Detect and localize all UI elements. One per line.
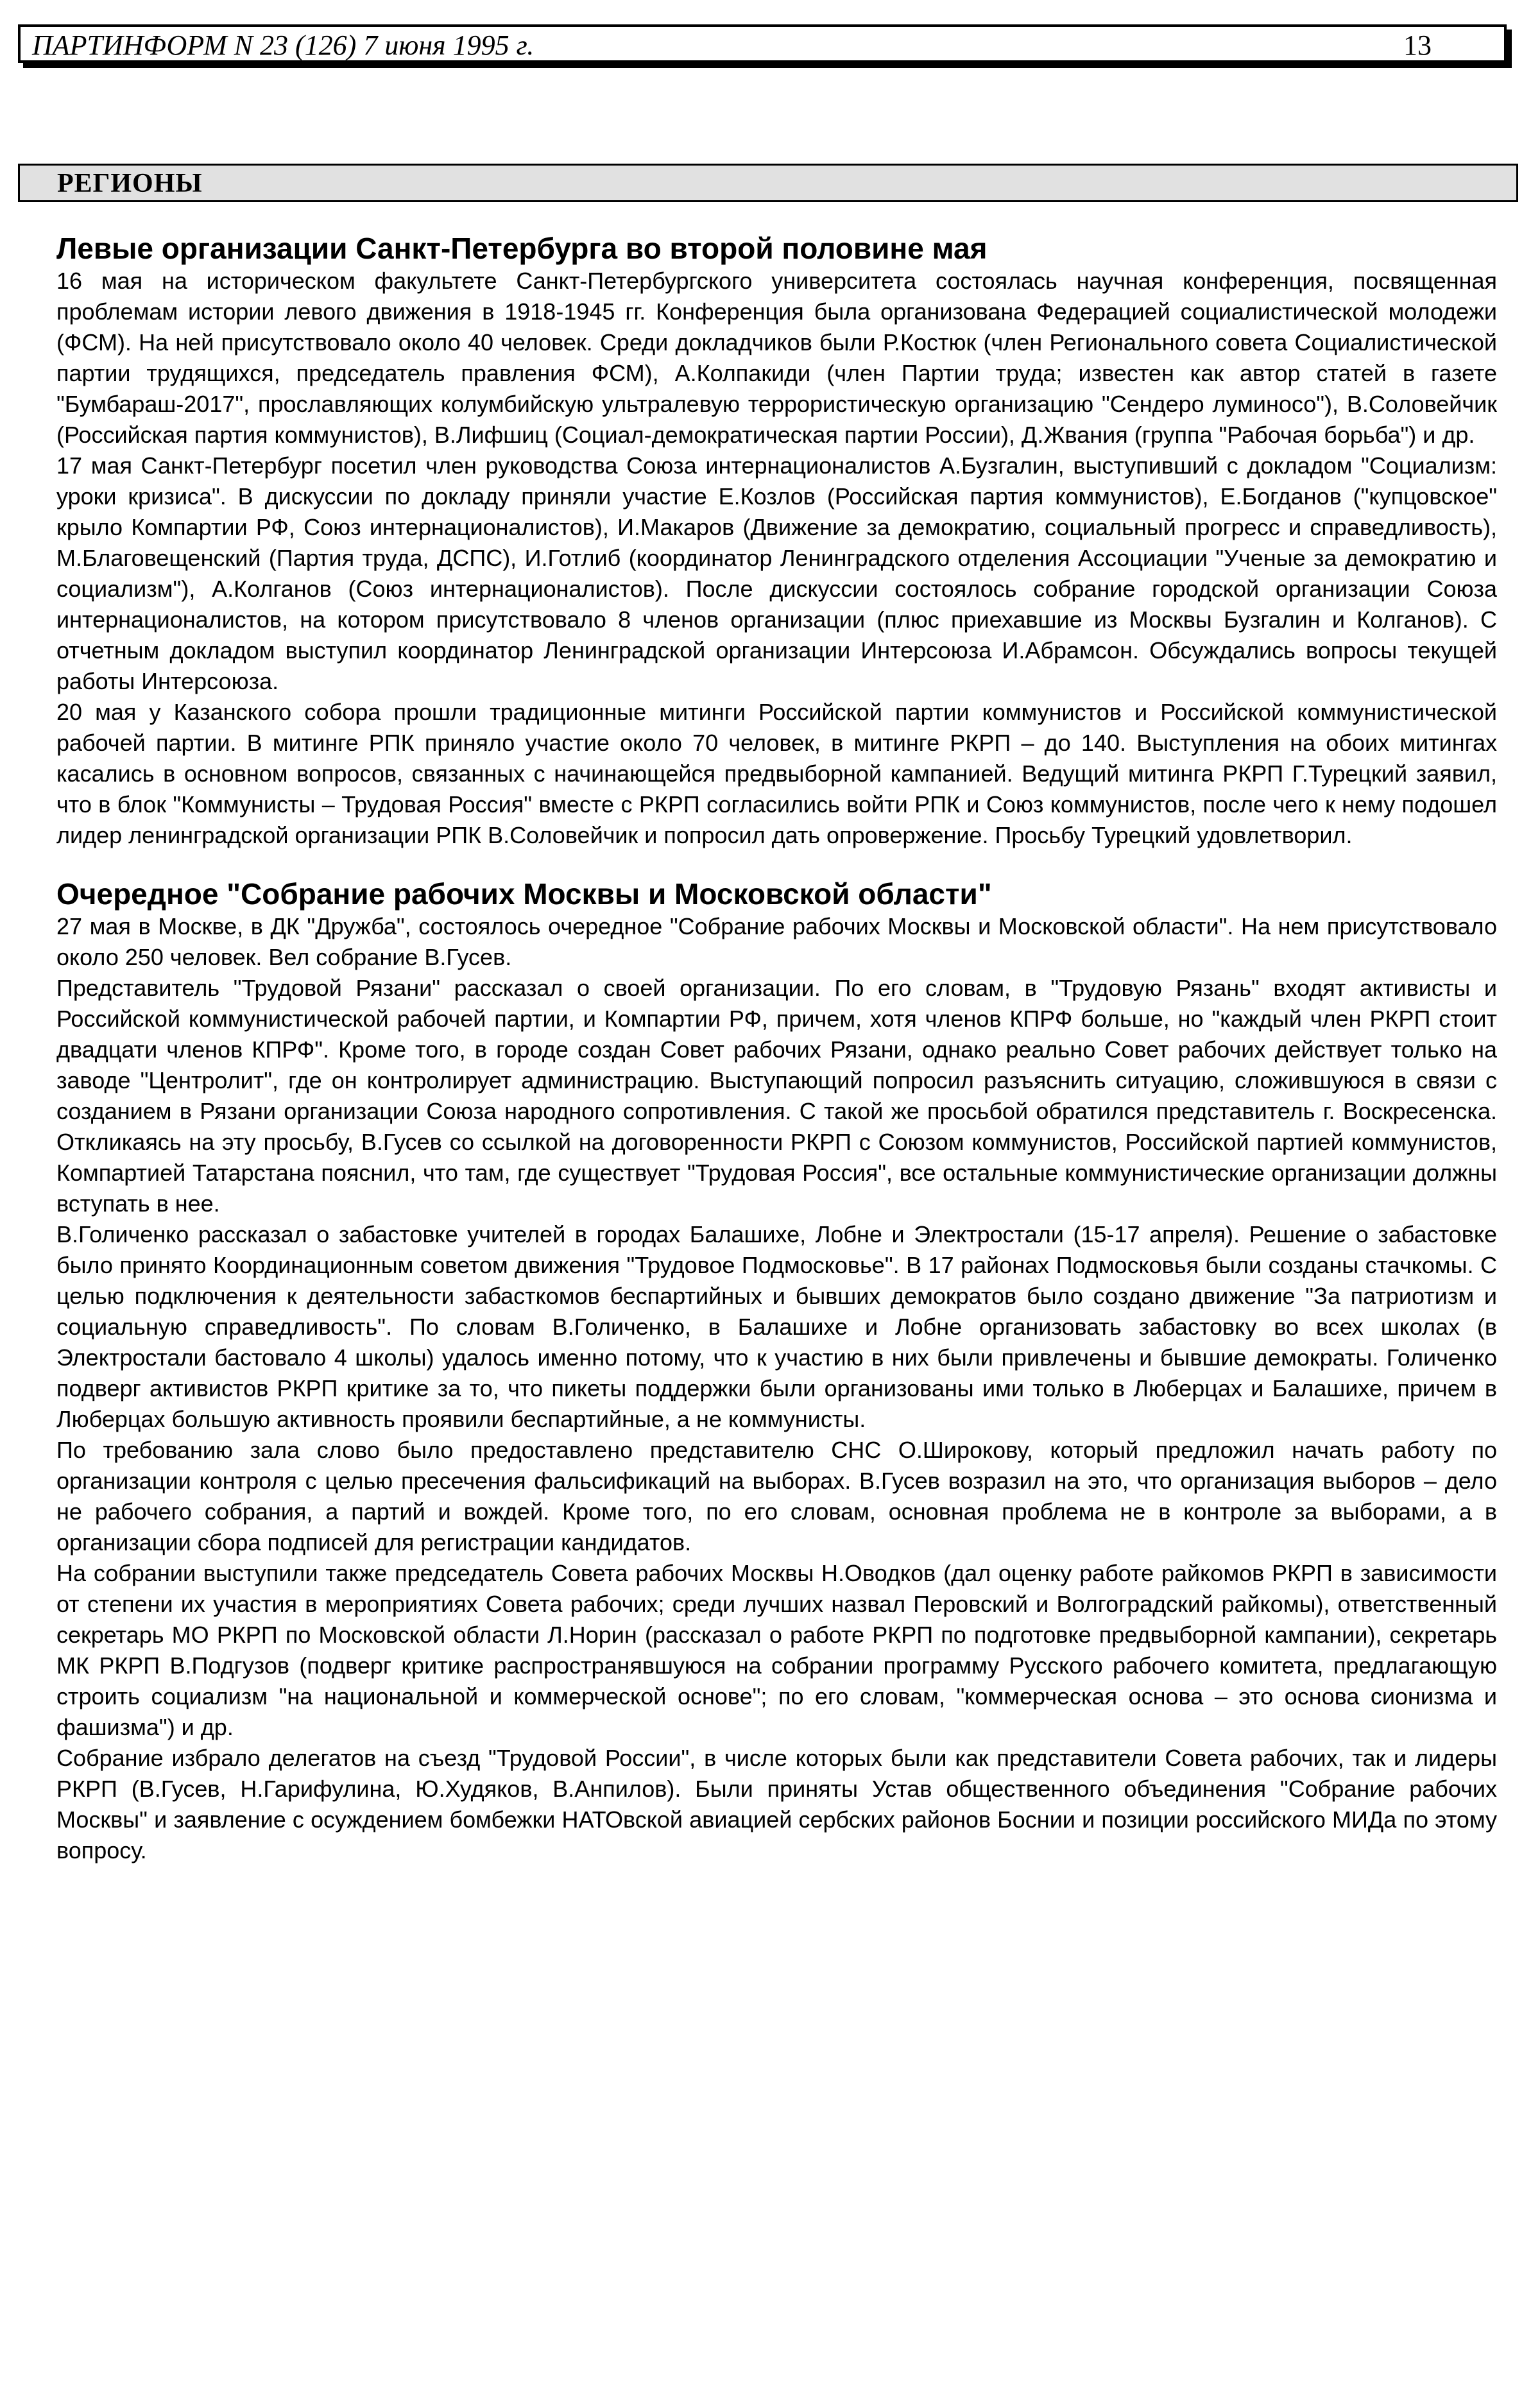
article-paragraph: 27 мая в Москве, в ДК "Дружба", состоялось очередное "Собрание рабочих Москвы и Московской области". На нем присутствовало около 250 человек. Вел собрание В.Гусев. bbox=[56, 913, 1497, 970]
page-content bbox=[56, 231, 1497, 1866]
article-paragraph: 16 мая на историческом факультете Санкт-Петербургского университета состоялась научная конференция, посвященная проблемам истории левого движения в 1918-1945 гг. Конференция была организована Федерацией социалистической молодежи (ФСМ). На ней присутствовало около 40 человек. Среди докладчиков были Р.Костюк (член Регионального совета Социалистической партии трудящихся, председатель правления ФСМ), А.Колпакиди (член Партии труда; известен как автор статей в газете "Бумбараш-2017", прославляющих колумбийскую ультралевую террористическую организацию "Сендеро луминосо"), В.Соловейчик (Российская партия коммунистов), В.Лифшиц (Социал-демократическая партии России), Д.Жвания (группа "Рабочая борьба") и др. bbox=[56, 268, 1497, 448]
article-paragraph: Собрание избрало делегатов на съезд "Трудовой России", в числе которых были как представители Совета рабочих, так и лидеры РКРП (В.Гусев, Н.Гарифулина, Ю.Худяков, В.Анпилов). Были приняты Устав общественного объединения "Собрание рабочих Москвы" и заявление с осуждением бомбежки НАТОвской авиацией сербских районов Боснии и позиции российского МИДа по этому вопросу. bbox=[56, 1745, 1497, 1864]
article-paragraph: 20 мая у Казанского собора прошли традиционные митинги Российской партии коммунистов и Российской коммунистической рабочей партии. В митинге РПК приняло участие около 70 человек, в митинге РКРП – до 140. Выступления на обоих митингах касались в основном вопросов, связанных с начинающейся предвыборной кампанией. Ведущий митинга РКРП Г.Турецкий заявил, что в блок "Коммунисты – Трудовая Россия" вместе с РКРП согласились войти РПК и Союз коммунистов, после чего к нему подошел лидер ленинградской организации РПК В.Соловейчик и попросил дать опровержение. Просьбу Турецкий удовлетворил. bbox=[56, 699, 1497, 848]
article-title: Очередное "Собрание рабочих Москвы и Московской области" bbox=[56, 877, 992, 911]
publication-title: ПАРТИНФОРМ N 23 (126) 7 июня 1995 г. bbox=[32, 30, 535, 61]
section-banner bbox=[18, 164, 1518, 202]
page-number: 13 bbox=[1403, 30, 1432, 61]
page-header bbox=[18, 24, 1507, 63]
article-paragraph: В.Голиченко рассказал о забастовке учителей в городах Балашихе, Лобне и Электростали (15-17 апреля). Решение о забастовке было принято Координационным советом движения "Трудовое Подмосковье". В 17 районах Подмосковья были созданы стачкомы. С целью подключения к деятельности забасткомов беспартийных и бывших демократов было создано движение "За патриотизм и социальную справедливость". По словам В.Голиченко, в Балашихе и Лобне организовать забастовку во всех школах (в Электростали бастовало 4 школы) удалось именно потому, что к участию в них были привлечены и бывшие демократы. Голиченко подверг активистов РКРП критике за то, что пикеты поддержки были организованы ими только в Люберцах и Балашихе, причем в Люберцах большую активность проявили беспартийные, а не коммунисты. bbox=[56, 1221, 1497, 1432]
article-paragraph: На собрании выступили также председатель Совета рабочих Москвы Н.Оводков (дал оценку работе райкомов РКРП в зависимости от степени их участия в мероприятиях Совета рабочих; среди лучших назвал Перовский и Волгоградский райкомы), ответственный секретарь МО РКРП по Московской области Л.Норин (рассказал о работе РКРП по подготовке предвыборной кампании), секретарь МК РКРП В.Подгузов (подверг критике распространявшуюся на собрании программу Русского рабочего комитета, предлагающую строить социализм "на национальной и коммерческой основе"; по его словам, "коммерческая основа – это основа сионизма и фашизма") и др. bbox=[56, 1560, 1497, 1740]
section-title: РЕГИОНЫ bbox=[57, 169, 203, 198]
article bbox=[56, 877, 1497, 1866]
article bbox=[56, 231, 1497, 851]
article-separator bbox=[56, 851, 1497, 877]
article-title: Левые организации Санкт-Петербурга во второй половине мая bbox=[56, 232, 988, 265]
article-paragraph: По требованию зала слово было предоставлено представителю СНС О.Широкову, который предложил начать работу по организации контроля с целью пресечения фальсификаций на выборах. В.Гусев возразил на это, что организация выборов – дело не рабочего собрания, а партий и вождей. Кроме того, по его словам, основная проблема не в контроле за выборами, а в организации сбора подписей для регистрации кандидатов. bbox=[56, 1437, 1497, 1555]
article-paragraph: 17 мая Санкт-Петербург посетил член руководства Союза интернационалистов А.Бузгалин, выступивший с докладом "Социализм: уроки кризиса". В дискуссии по докладу приняли участие Е.Козлов (Российская партия коммунистов), Е.Богданов ("купцовское" крыло Компартии РФ, Союз интернационалистов), И.Макаров (Движение за демократию, социальный прогресс и справедливость), М.Благовещенский (Партия труда, ДСПС), И.Готлиб (координатор Ленинградского отделения Ассоциации "Ученые за демократию и социализм"), А.Колганов (Союз интернационалистов). После дискуссии состоялось собрание городской организации Союза интернационалистов, на котором присутствовало 8 членов организации (плюс приехавшие из Москвы Бузгалин и Колганов). С отчетным докладом выступил координатор Ленинградской организации Интерсоюза И.Абрамсон. Обсуждались вопросы текущей работы Интерсоюза. bbox=[56, 452, 1497, 694]
article-paragraph: Представитель "Трудовой Рязани" рассказал о своей организации. По его словам, в "Трудовую Рязань" входят активисты и Российской коммунистической рабочей партии, и Компартии РФ, причем, хотя членов КПРФ больше, но "каждый член РКРП стоит двадцати членов КПРФ". Кроме того, в городе создан Совет рабочих Рязани, однако реально Совет рабочих действует только на заводе "Центролит", где он контролирует администрацию. Выступающий попросил разъяснить ситуацию, сложившуюся в связи с созданием в Рязани организации Союза народного сопротивления. С такой же просьбой обратился представитель г. Воскресенска. Откликаясь на эту просьбу, В.Гусев со ссылкой на договоренности РКРП с Союзом коммунистов, Российской партией коммунистов, Компартией Татарстана пояснил, что там, где существует "Трудовая Россия", все остальные коммунистические организации должны вступать в нее. bbox=[56, 975, 1497, 1217]
